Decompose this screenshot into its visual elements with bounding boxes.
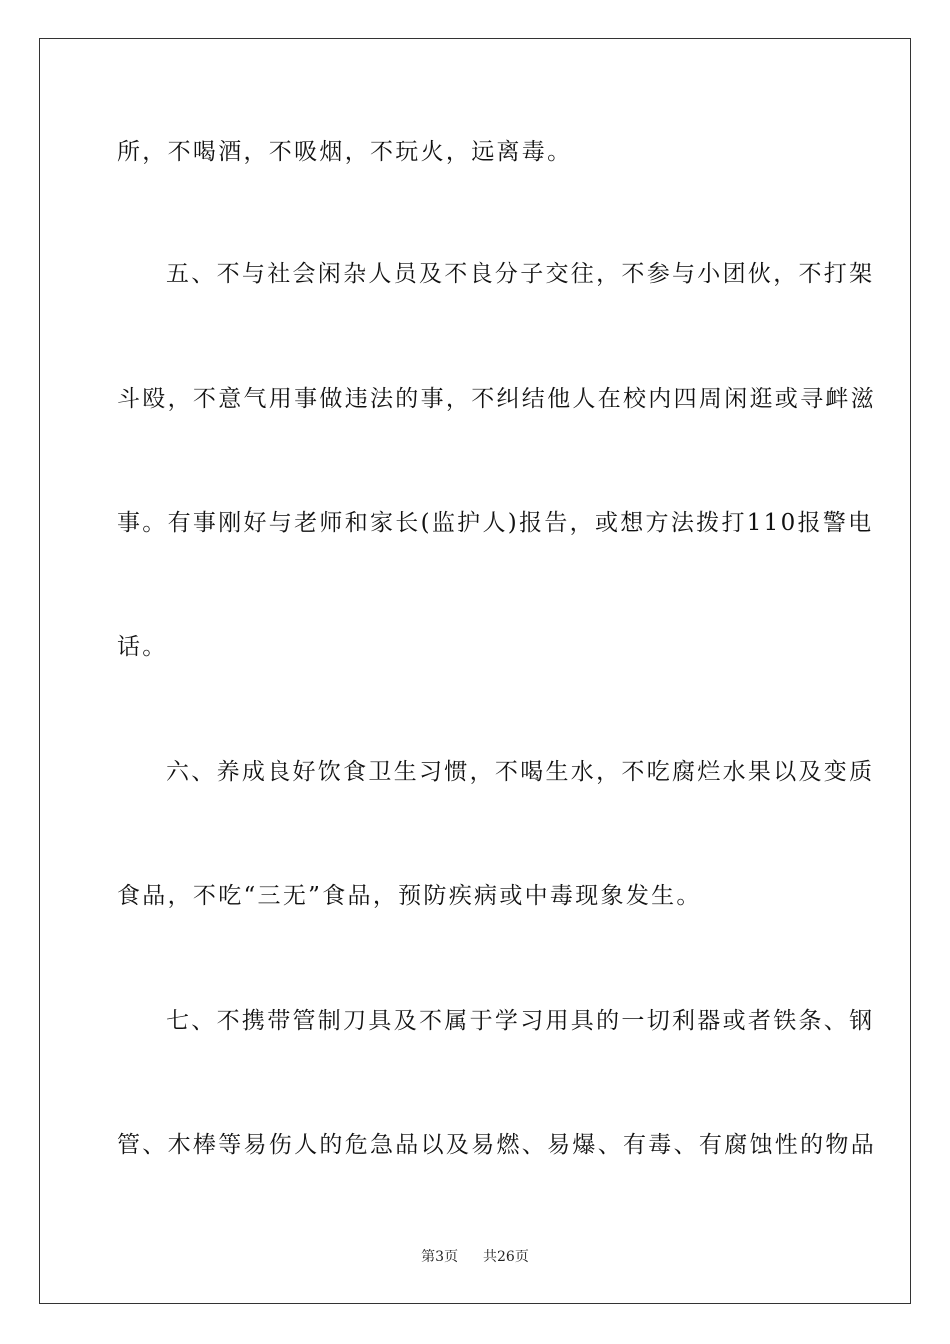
text-line-8: 七、不携带管制刀具及不属于学习用具的一切利器或者铁条、钢 xyxy=(166,1008,875,1034)
text-line-4: 事。有事刚好与老师和家长(监护人)报告，或想方法拨打110报警电 xyxy=(117,510,874,536)
page-number: 第3页 xyxy=(421,1249,459,1265)
text-line-6: 六、养成良好饮食卫生习惯，不喝生水，不吃腐烂水果以及变质 xyxy=(166,759,875,785)
page-border xyxy=(39,38,911,1304)
text-line-9: 管、木棒等易伤人的危急品以及易燃、易爆、有毒、有腐蚀性的物品 xyxy=(117,1132,876,1158)
text-line-5: 话。 xyxy=(117,634,168,660)
page-footer xyxy=(0,1247,950,1267)
text-line-7: 食品，不吃“三无”食品，预防疾病或中毒现象发生。 xyxy=(117,883,702,909)
page-total: 共26页 xyxy=(483,1249,529,1265)
text-line-2: 五、不与社会闲杂人员及不良分子交往，不参与小团伙，不打架 xyxy=(166,261,875,287)
text-line-1: 所，不喝酒，不吸烟，不玩火，远离毒。 xyxy=(117,139,573,165)
text-line-3: 斗殴，不意气用事做违法的事，不纠结他人在校内四周闲逛或寻衅滋 xyxy=(117,386,876,412)
